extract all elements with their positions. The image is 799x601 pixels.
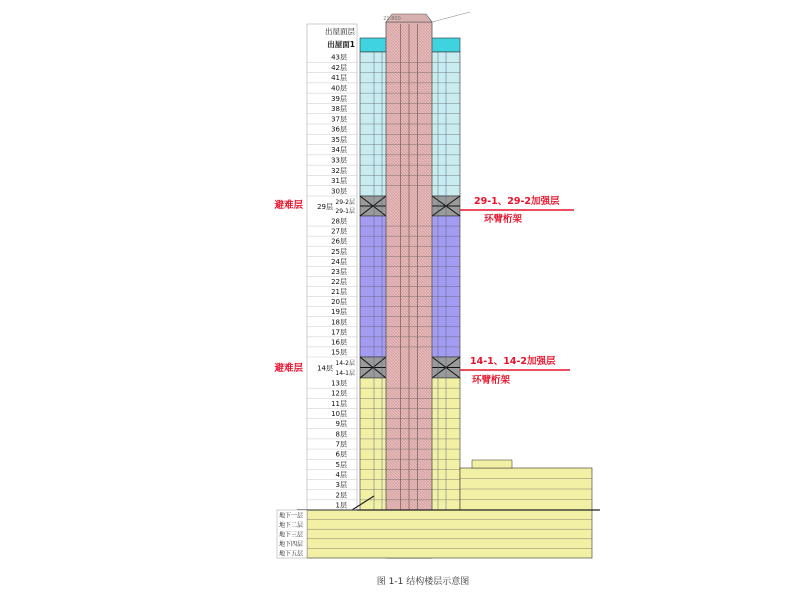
floor-label: 3层: [335, 481, 347, 490]
floor-label: 28层: [331, 217, 347, 226]
floor-label: 18层: [331, 318, 347, 327]
floor-label-roof: 出屋面层: [325, 27, 355, 36]
refuge-sub-label: 29-1层: [335, 208, 355, 215]
floor-label: 36层: [331, 125, 347, 134]
floor-label: 10层: [331, 410, 347, 419]
floor-label: 33层: [331, 156, 347, 165]
floor-label: 27层: [331, 227, 347, 236]
floor-label: 24层: [331, 257, 347, 266]
basement-label: 地下一层: [279, 512, 304, 520]
floor-label: 7层: [335, 440, 347, 449]
floor-label: 32层: [331, 166, 347, 175]
floor-label: 2层: [335, 491, 347, 500]
floor-label: 22层: [331, 277, 347, 286]
floor-label: 15层: [331, 348, 347, 357]
lower-truss-title: 14-1、14-2加强层: [470, 356, 556, 367]
floor-label: 34层: [331, 146, 347, 155]
floor-label: 35层: [331, 135, 347, 144]
floor-label: 6层: [335, 450, 347, 459]
floor-label: 5层: [335, 460, 347, 469]
refuge-annotation-upper: 避难层: [274, 200, 303, 211]
floor-label: 12层: [331, 389, 347, 398]
basement-label: 地下三层: [279, 531, 304, 539]
basement-label: 地下五层: [279, 550, 304, 558]
floor-label-roof-1: 出屋面1: [327, 40, 355, 49]
basement-label: 地下二层: [279, 521, 304, 529]
floor-label: 4层: [335, 470, 347, 479]
floor-label: 26层: [331, 237, 347, 246]
floor-label: 30层: [331, 187, 347, 196]
floor-label: 19层: [331, 308, 347, 317]
floor-label: 17层: [331, 328, 347, 337]
floor-label: 38层: [331, 105, 347, 114]
floor-label: 1层: [335, 501, 347, 510]
floor-label: 41层: [331, 74, 347, 83]
basement-block: [307, 510, 592, 558]
upper-truss-title: 29-1、29-2加强层: [474, 196, 560, 207]
floor-label: 11层: [331, 399, 347, 408]
floor-label: 8层: [335, 430, 347, 439]
upper-truss-type: 环臂桁架: [484, 214, 523, 225]
roof-slope-line: [432, 12, 470, 22]
floor-label: 40层: [331, 84, 347, 93]
floor-label: 16层: [331, 338, 347, 347]
floor-label: 37层: [331, 115, 347, 124]
floor-label: 13层: [331, 379, 347, 388]
floor-label: 20层: [331, 298, 347, 307]
basement-label: 地下四层: [279, 541, 304, 549]
floor-label: 23层: [331, 267, 347, 276]
floor-label: 43层: [331, 53, 347, 62]
figure-caption: 图 1-1 结构楼层示意图: [376, 577, 470, 587]
refuge-sub-label: 14-2层: [335, 360, 355, 367]
refuge-floor-label: 29层: [317, 203, 333, 211]
core-shaft: [386, 14, 432, 558]
dimension-mark: 21.800: [383, 16, 401, 22]
podium-roof: [472, 460, 512, 468]
floor-label: 39层: [331, 94, 347, 103]
floor-label: 9层: [335, 420, 347, 429]
refuge-annotation-lower: 避难层: [274, 363, 303, 374]
floor-label: 31层: [331, 177, 347, 186]
refuge-floor-label: 14层: [317, 364, 333, 373]
floor-label: 25层: [331, 247, 347, 256]
lower-truss-type: 环臂桁架: [472, 375, 511, 386]
refuge-sub-label: 29-2层: [335, 199, 355, 206]
floor-label: 42层: [331, 63, 347, 72]
floor-label: 21层: [331, 288, 347, 297]
refuge-sub-label: 14-1层: [335, 370, 355, 377]
